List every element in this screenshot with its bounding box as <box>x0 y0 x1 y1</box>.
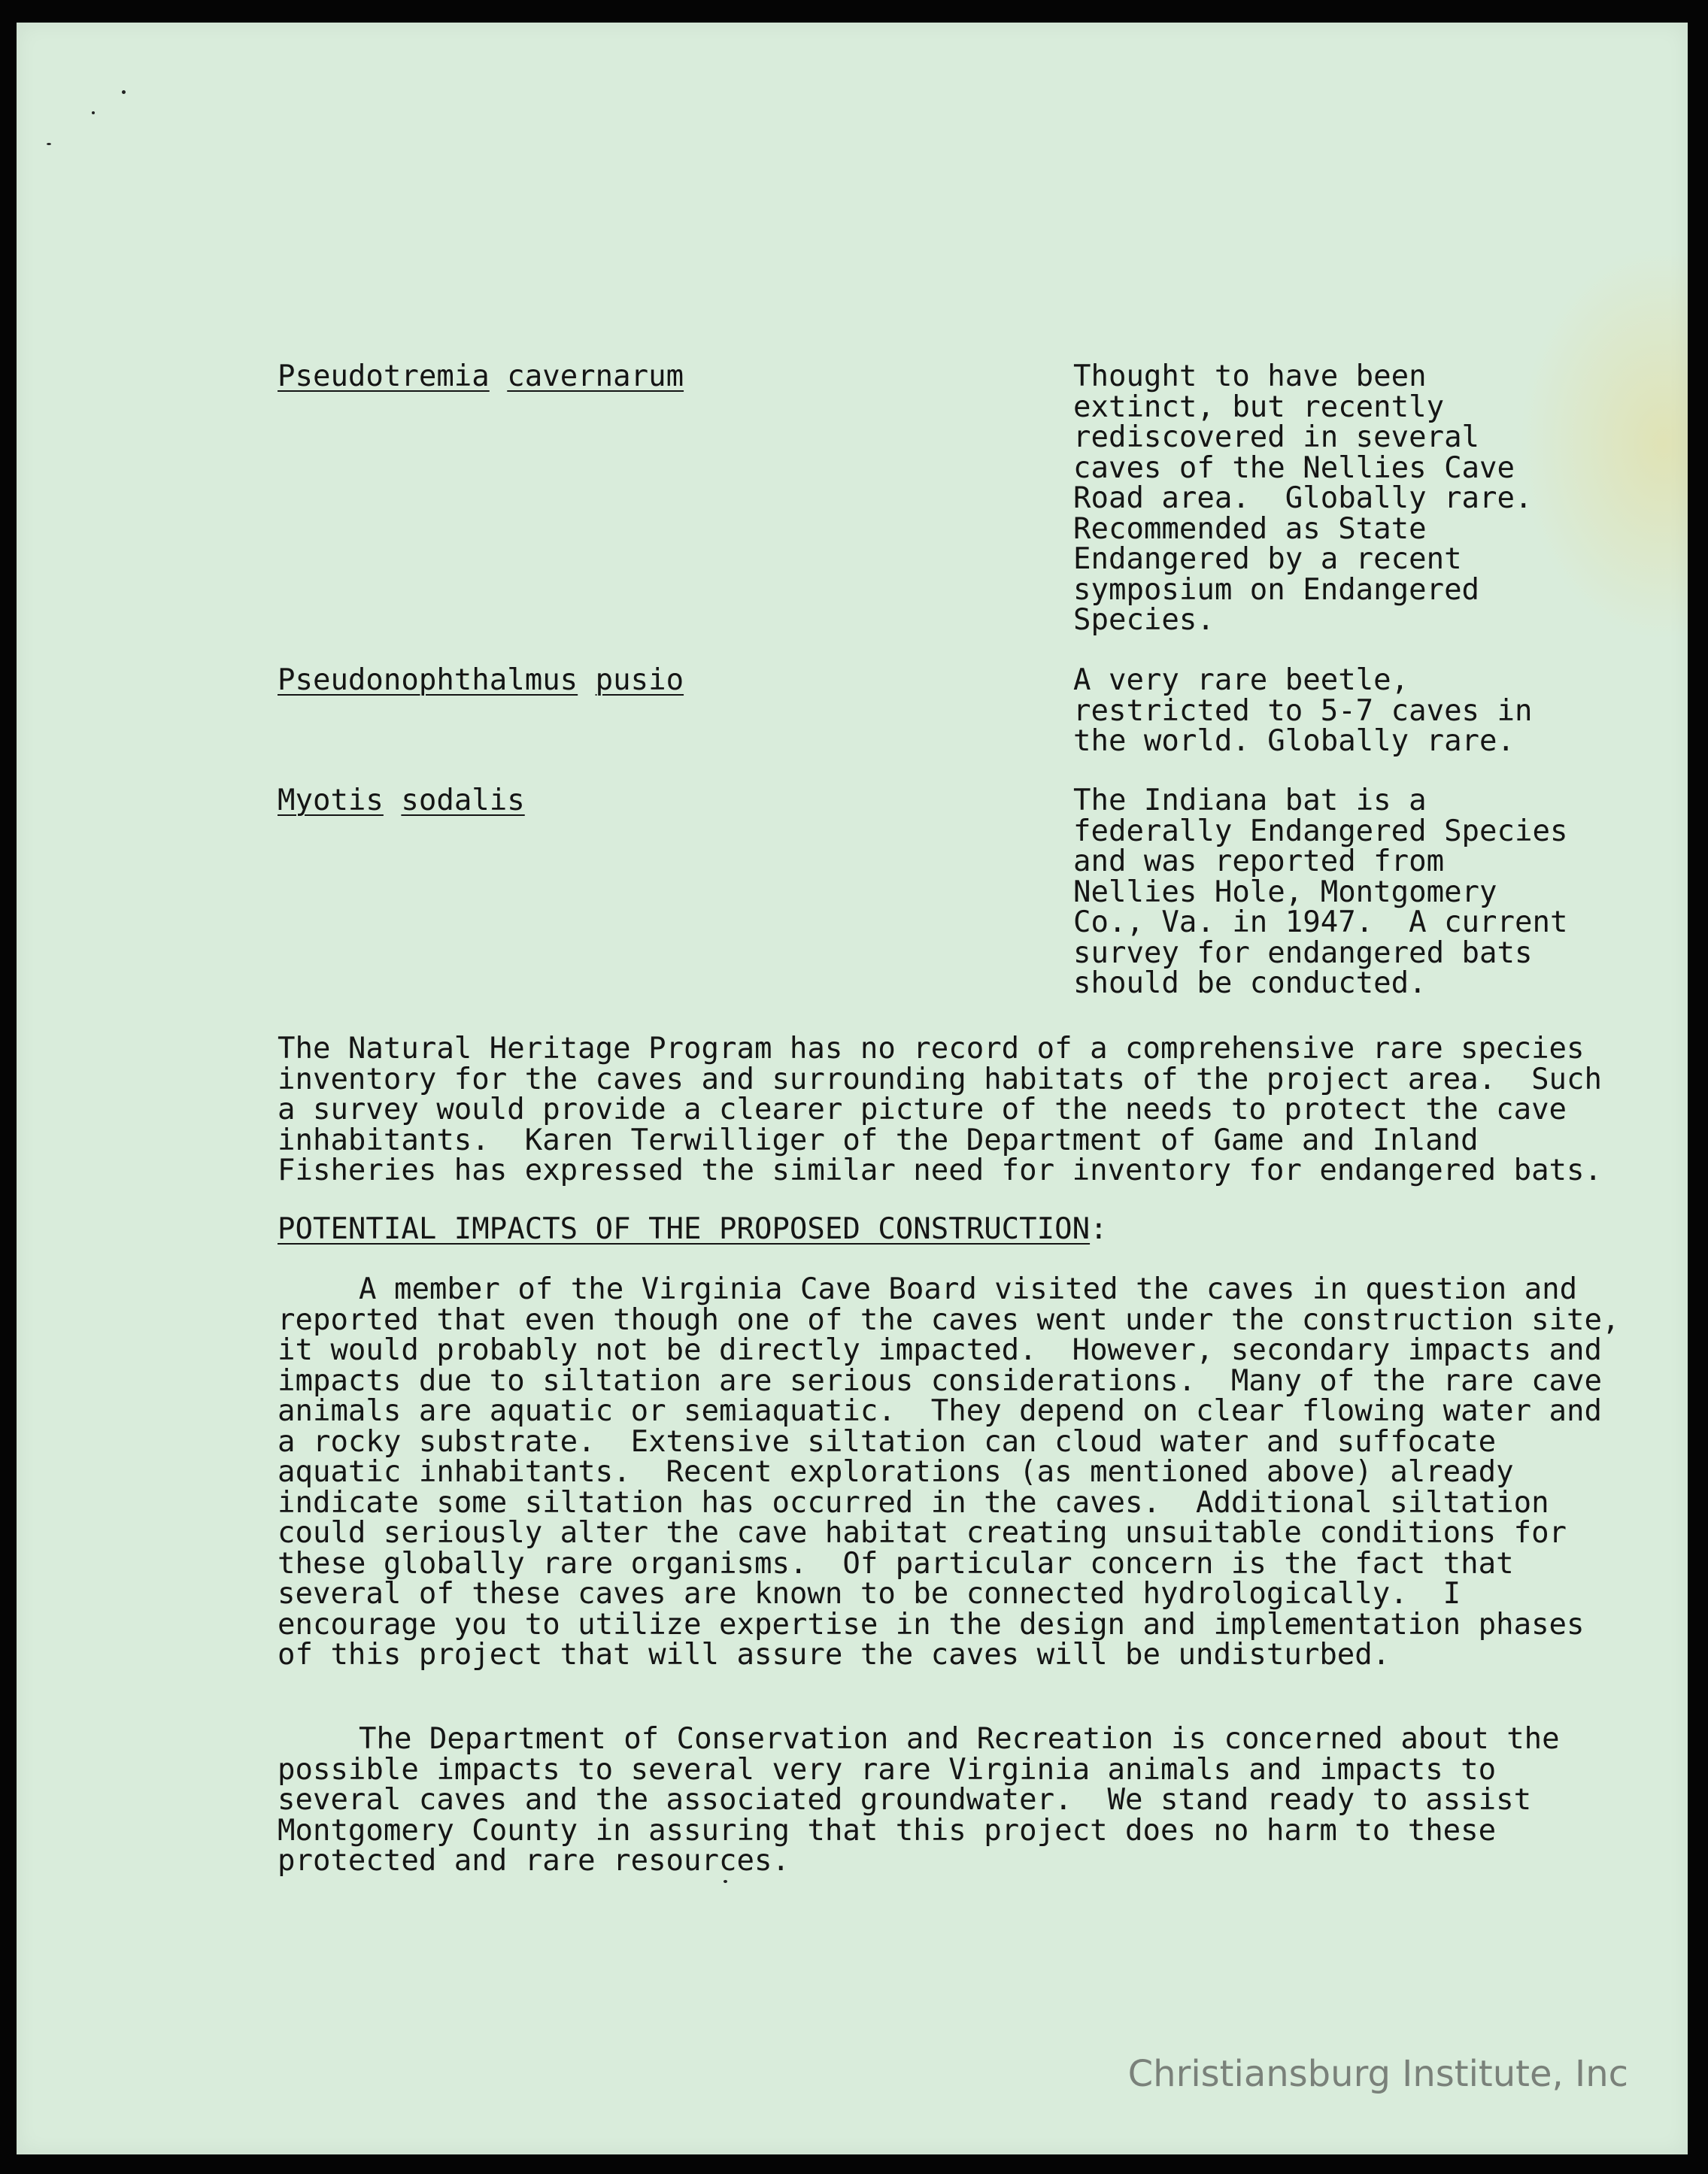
paragraph-conservation <box>278 1724 1560 1877</box>
paragraph-line: A member of the Virginia Cave Board visited the caves in question and <box>359 1272 1578 1306</box>
species-name-myotis <box>278 786 525 817</box>
species-epithet: sodalis <box>401 784 525 817</box>
paragraph-line: inhabitants. Karen Terwilliger of the Department of Game and Inland <box>278 1123 1479 1157</box>
document-page <box>17 23 1688 2154</box>
section-heading <box>278 1214 1108 1245</box>
paragraph-line: several caves and the associated groundwater. We stand ready to assist <box>278 1783 1532 1817</box>
paragraph-line: animals are aquatic or semiaquatic. They depend on clear flowing water and <box>278 1394 1602 1428</box>
species-genus: Myotis <box>278 784 384 817</box>
note-line: extinct, but recently <box>1073 390 1445 424</box>
watermark: Christiansburg Institute, Inc <box>1127 2053 1628 2095</box>
species-note-myotis <box>1073 786 1567 999</box>
paragraph-line: a rocky substrate. Extensive siltation can cloud water and suffocate <box>278 1424 1497 1459</box>
paragraph-line: it would probably not be directly impacted. However, secondary impacts and <box>278 1333 1602 1367</box>
paragraph-line: a survey would provide a clearer picture of the needs to protect the cave <box>278 1093 1567 1126</box>
species-note-pseudotremia <box>1073 359 1533 637</box>
note-line: rediscovered in several <box>1073 420 1480 454</box>
note-line: the world. Globally rare. <box>1073 724 1515 758</box>
note-line: caves of the Nellies Cave <box>1073 450 1515 485</box>
note-line: Species. <box>1073 603 1215 637</box>
paragraph-line: protected and rare resources. <box>278 1844 790 1878</box>
note-line: The Indiana bat is a <box>1073 784 1427 817</box>
paragraph-line: indicate some siltation has occurred in the caves. Additional siltation <box>278 1485 1549 1520</box>
paragraph-line: Montgomery County in assuring that this project does no harm to these <box>278 1813 1497 1848</box>
paragraph-line: these globally rare organisms. Of particular concern is the fact that <box>278 1546 1514 1581</box>
paragraph-line: encourage you to utilize expertise in the design and implementation phases <box>278 1607 1585 1642</box>
note-line: Endangered by a recent <box>1073 542 1462 576</box>
note-line: Thought to have been <box>1073 359 1427 393</box>
note-line: and was reported from <box>1073 844 1445 878</box>
paragraph-line: inventory for the caves and surrounding habitats of the project area. Such <box>278 1062 1602 1096</box>
paragraph-line: possible impacts to several very rare Virginia animals and impacts to <box>278 1752 1497 1787</box>
species-genus: Pseudotremia <box>278 359 490 393</box>
paragraph-impacts <box>278 1272 1620 1672</box>
paragraph-line: reported that even though one of the caves went under the construction site, <box>278 1302 1620 1337</box>
note-line: Recommended as State <box>1073 511 1427 546</box>
section-heading-title: POTENTIAL IMPACTS OF THE PROPOSED CONSTRUCTION <box>278 1212 1091 1246</box>
note-line: Co., Va. in 1947. A current <box>1073 905 1568 939</box>
species-genus: Pseudonophthalmus <box>278 663 578 697</box>
note-line: A very rare beetle, <box>1073 663 1409 697</box>
paragraph-line: aquatic inhabitants. Recent explorations (as mentioned above) already <box>278 1455 1514 1489</box>
species-epithet: pusio <box>595 663 684 697</box>
paragraph-line: The Natural Heritage Program has no record of a comprehensive rare species <box>278 1032 1585 1066</box>
note-line: restricted to 5-7 caves in <box>1073 693 1533 728</box>
section-heading-colon: : <box>1090 1212 1108 1246</box>
scan-speck <box>92 111 95 114</box>
note-line: survey for endangered bats <box>1073 935 1533 970</box>
note-line: federally Endangered Species <box>1073 814 1568 848</box>
note-line: Road area. Globally rare. <box>1073 481 1533 515</box>
species-name-pseudonophthalmus <box>278 663 684 697</box>
species-name-pseudotremia <box>278 359 684 393</box>
paragraph-line: could seriously alter the cave habitat creating unsuitable conditions for <box>278 1516 1567 1550</box>
paragraph-line: several of these caves are known to be connected hydrologically. I <box>278 1577 1461 1611</box>
paragraph-line: The Department of Conservation and Recreation is concerned about the <box>359 1722 1560 1756</box>
paragraph-line: impacts due to siltation are serious considerations. Many of the rare cave <box>278 1363 1602 1398</box>
note-line: should be conducted. <box>1073 966 1427 1000</box>
note-line: symposium on Endangered <box>1073 572 1480 607</box>
paragraph-line: of this project that will assure the caves will be undisturbed. <box>278 1638 1391 1672</box>
scan-speck <box>47 143 51 145</box>
paragraph-heritage <box>278 1034 1602 1187</box>
scan-speck <box>122 90 126 94</box>
scan-speck <box>724 1880 727 1883</box>
note-line: Nellies Hole, Montgomery <box>1073 875 1497 909</box>
paragraph-line: Fisheries has expressed the similar need for inventory for endangered bats. <box>278 1154 1602 1187</box>
species-note-pseudonophthalmus <box>1073 663 1533 758</box>
species-epithet: cavernarum <box>507 359 684 393</box>
